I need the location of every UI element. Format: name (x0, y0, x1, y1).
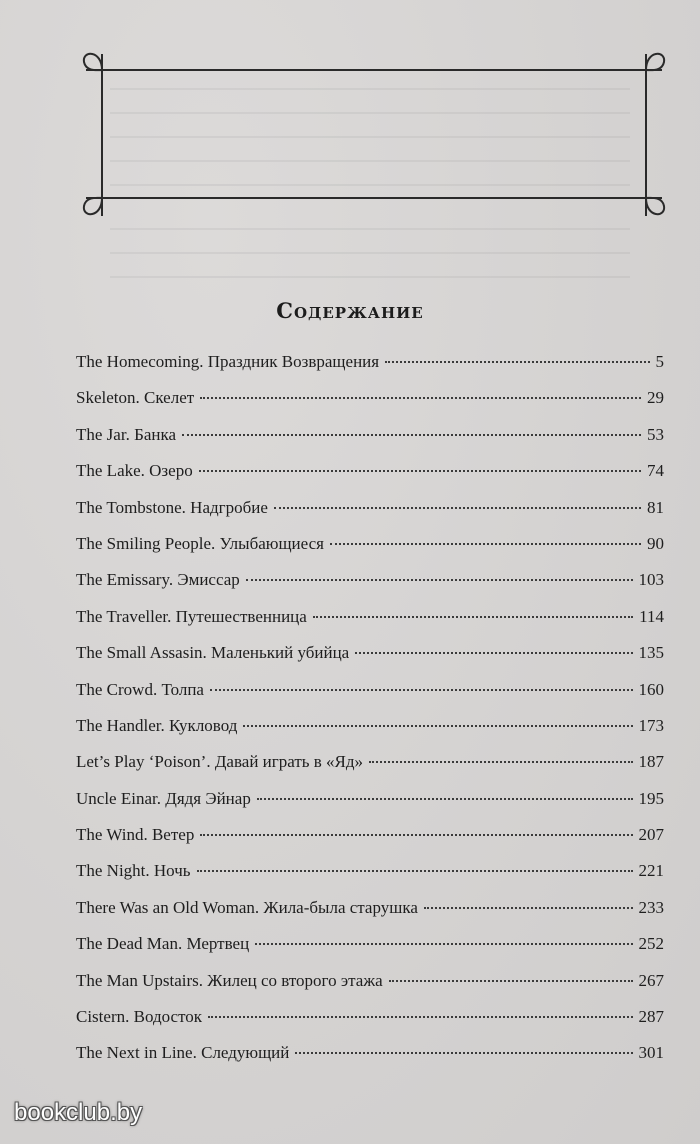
toc-entry-page: 160 (638, 679, 664, 699)
toc-leader-dots (313, 616, 633, 618)
toc-entry-row (76, 425, 664, 461)
toc-entry-title: The Next in Line. Следующий (76, 1043, 290, 1063)
toc-leader-dots (243, 725, 632, 727)
toc-entry-page: 301 (638, 1043, 664, 1063)
toc-entry-row (76, 825, 664, 861)
toc-entry-title: The Dead Man. Мертвец (76, 934, 250, 954)
toc-leader-dots (274, 507, 641, 509)
toc-entry-row (76, 934, 664, 970)
toc-entry-title: The Homecoming. Праздник Возвращения (76, 352, 380, 371)
toc-leader-dots (210, 689, 633, 691)
toc-entry-page: 103 (638, 570, 664, 590)
toc-entry-row (76, 898, 664, 934)
toc-entry-page: 81 (647, 497, 664, 517)
toc-leader-dots (200, 834, 632, 836)
toc-leader-dots (424, 907, 633, 909)
toc-entry-title: The Traveller. Путешественница (76, 606, 307, 626)
toc-entry-page: 114 (639, 606, 664, 626)
toc-leader-dots (199, 470, 641, 472)
toc-leader-dots (295, 1052, 632, 1054)
toc-entry-page: 195 (638, 788, 664, 808)
toc-entry-title: The Small Assasin. Маленький убийца (76, 643, 350, 663)
toc-leader-dots (197, 870, 633, 872)
toc-entry-page: 135 (638, 643, 664, 663)
toc-entry-row (76, 861, 664, 897)
toc-entry-title: The Man Upstairs. Жилец со второго этажа (76, 970, 383, 990)
toc-entry-page: 173 (638, 715, 664, 735)
toc-entry-title: Uncle Einar. Дядя Эйнар (76, 788, 251, 808)
bleed-through-line (110, 276, 630, 278)
toc-entry-row (76, 971, 664, 1007)
toc-entry-title: The Smiling People. Улыбающиеся (76, 533, 324, 553)
toc-entry-title: The Crowd. Толпа (76, 679, 204, 699)
toc-entry-page: 252 (638, 934, 664, 954)
toc-entry-title: Cistern. Водосток (76, 1007, 203, 1027)
table-of-contents (76, 352, 664, 1080)
toc-entry-row (76, 789, 664, 825)
toc-entry-page: 207 (638, 825, 664, 845)
toc-entry-row (76, 498, 664, 534)
toc-entry-page: 287 (638, 1007, 664, 1027)
toc-leader-dots (182, 434, 641, 436)
toc-entry-row (76, 680, 664, 716)
toc-entry-title: The Wind. Ветер (76, 825, 195, 845)
toc-entry-row (76, 1043, 664, 1079)
toc-entry-row (76, 570, 664, 606)
toc-leader-dots (355, 652, 632, 654)
toc-entry-title: The Emissary. Эмиссар (76, 570, 240, 590)
toc-entry-title: The Night. Ночь (76, 861, 191, 881)
toc-entry-title: The Lake. Озеро (76, 461, 193, 481)
toc-entry-row (76, 716, 664, 752)
toc-entry-page: 187 (638, 752, 664, 772)
toc-entry-page: 74 (647, 461, 664, 481)
ornamental-frame (76, 44, 672, 232)
toc-leader-dots (389, 980, 633, 982)
toc-entry-title: The Tombstone. Надгробие (76, 497, 268, 517)
toc-entry-row (76, 1007, 664, 1043)
toc-entry-page: 267 (638, 970, 664, 990)
toc-entry-row (76, 534, 664, 570)
toc-leader-dots (208, 1016, 632, 1018)
toc-entry-page: 90 (647, 533, 664, 553)
toc-leader-dots (257, 798, 633, 800)
toc-entry-title: Skeleton. Скелет (76, 388, 195, 408)
site-watermark: bookclub.by (14, 1099, 143, 1126)
toc-entry-row (76, 643, 664, 679)
toc-leader-dots (330, 543, 641, 545)
toc-entry-page: 53 (647, 424, 664, 444)
toc-entry-page: 5 (655, 352, 664, 371)
toc-leader-dots (255, 943, 632, 945)
toc-entry-row (76, 607, 664, 643)
toc-entry-title: The Jar. Банка (76, 424, 177, 444)
toc-leader-dots (385, 361, 649, 363)
toc-entry-row (76, 388, 664, 424)
toc-entry-row (76, 461, 664, 497)
toc-leader-dots (369, 761, 632, 763)
toc-entry-title: There Was an Old Woman. Жила-была старушка (76, 897, 418, 917)
toc-entry-row (76, 352, 664, 388)
bleed-through-line (110, 252, 630, 254)
toc-entry-page: 29 (647, 388, 664, 408)
toc-entry-page: 233 (638, 897, 664, 917)
toc-entry-title: Let’s Play ‘Poison’. Давай играть в «Яд» (76, 752, 364, 772)
toc-entry-row (76, 752, 664, 788)
toc-entry-page: 221 (638, 861, 664, 881)
toc-heading: Содержание (276, 298, 424, 323)
toc-leader-dots (200, 397, 641, 399)
toc-entry-title: The Handler. Кукловод (76, 715, 238, 735)
toc-leader-dots (246, 579, 633, 581)
